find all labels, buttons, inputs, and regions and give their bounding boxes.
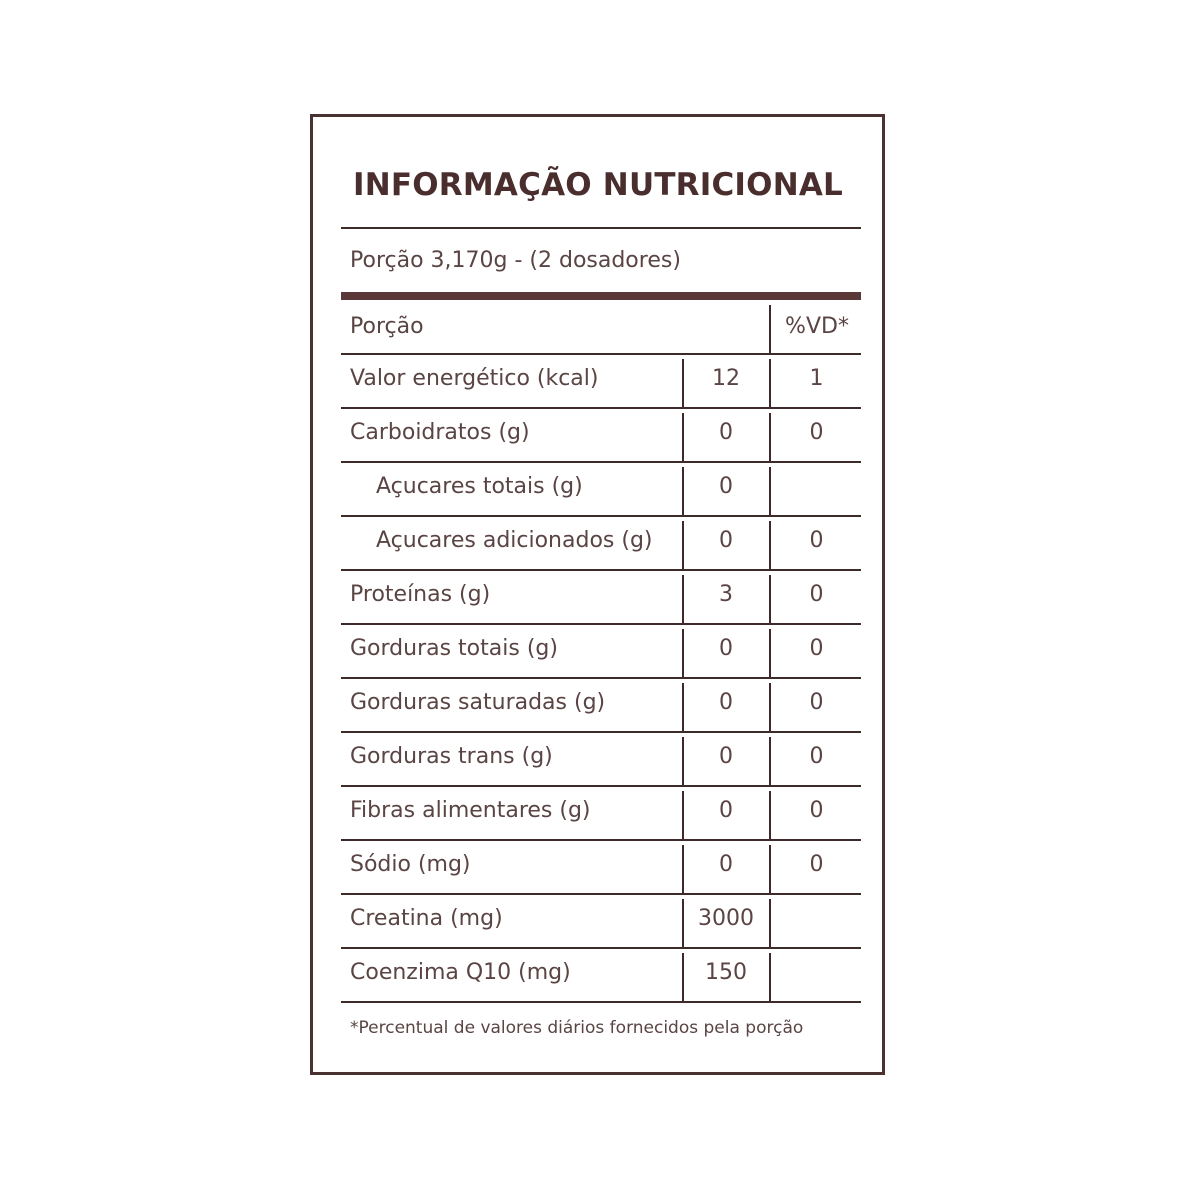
serving-size: Porção 3,170g - (2 dosadores) xyxy=(350,248,681,273)
nutrient-name: Creatina (mg) xyxy=(350,906,503,931)
table-row xyxy=(341,949,861,1003)
column-separator xyxy=(769,467,771,515)
nutrient-name: Gorduras totais (g) xyxy=(350,636,558,661)
nutrient-name: Sódio (mg) xyxy=(350,852,471,877)
table-row xyxy=(341,625,861,679)
nutrient-name: Proteínas (g) xyxy=(350,582,491,607)
nutrient-name: Coenzima Q10 (mg) xyxy=(350,960,571,985)
nutrition-facts-panel xyxy=(310,114,885,1075)
nutrient-value: 0 xyxy=(719,474,733,499)
vd-footnote: *Percentual de valores diários fornecidos pela porção xyxy=(350,1018,804,1038)
table-header-portion: Porção xyxy=(350,314,424,339)
nutrient-vd: 0 xyxy=(809,528,824,553)
nutrient-value: 0 xyxy=(719,798,733,823)
nutrient-value: 0 xyxy=(719,636,733,661)
nutrient-value: 150 xyxy=(705,960,747,985)
column-separator xyxy=(769,899,771,947)
nutrient-value: 0 xyxy=(719,420,733,445)
column-separator xyxy=(769,629,771,677)
nutrient-name: Gorduras saturadas (g) xyxy=(350,690,606,715)
column-separator xyxy=(769,791,771,839)
title-divider xyxy=(341,227,861,229)
nutrient-vd: 0 xyxy=(809,690,824,715)
table-row xyxy=(341,895,861,949)
serving-thick-divider xyxy=(341,292,861,300)
nutrient-vd: 0 xyxy=(809,636,824,661)
header-vd-separator xyxy=(769,305,771,355)
table-row xyxy=(341,355,861,409)
column-separator xyxy=(769,413,771,461)
nutrient-name: Gorduras trans (g) xyxy=(350,744,553,769)
nutrient-value: 12 xyxy=(712,366,740,391)
column-separator xyxy=(769,359,771,407)
nutrient-value: 0 xyxy=(719,852,733,877)
nutrient-vd: 0 xyxy=(809,852,824,877)
column-separator xyxy=(769,953,771,1001)
table-row xyxy=(341,787,861,841)
table-row xyxy=(341,517,861,571)
nutrient-vd: 1 xyxy=(809,366,824,391)
nutrient-name: Carboidratos (g) xyxy=(350,420,530,445)
nutrition-title: INFORMAÇÃO NUTRICIONAL xyxy=(353,167,844,203)
column-separator xyxy=(769,737,771,785)
table-row xyxy=(341,463,861,517)
nutrient-value: 3 xyxy=(719,582,733,607)
nutrient-value: 3000 xyxy=(698,906,754,931)
nutrient-value: 0 xyxy=(719,690,733,715)
nutrient-value: 0 xyxy=(719,528,733,553)
column-separator xyxy=(769,575,771,623)
column-separator xyxy=(769,683,771,731)
nutrient-vd: 0 xyxy=(809,744,824,769)
column-separator xyxy=(769,845,771,893)
nutrient-name: Valor energético (kcal) xyxy=(350,366,599,391)
nutrient-vd: 0 xyxy=(809,582,824,607)
table-row xyxy=(341,679,861,733)
nutrient-name: Açucares adicionados (g) xyxy=(376,528,653,553)
nutrient-vd: 0 xyxy=(809,798,824,823)
table-row xyxy=(341,733,861,787)
table-header-vd: %VD* xyxy=(785,314,849,339)
nutrient-name: Fibras alimentares (g) xyxy=(350,798,591,823)
table-row xyxy=(341,409,861,463)
table-row xyxy=(341,571,861,625)
nutrient-name: Açucares totais (g) xyxy=(376,474,583,499)
nutrient-vd: 0 xyxy=(809,420,824,445)
column-separator xyxy=(769,521,771,569)
nutrient-value: 0 xyxy=(719,744,733,769)
row-divider xyxy=(341,1001,861,1003)
table-row xyxy=(341,841,861,895)
